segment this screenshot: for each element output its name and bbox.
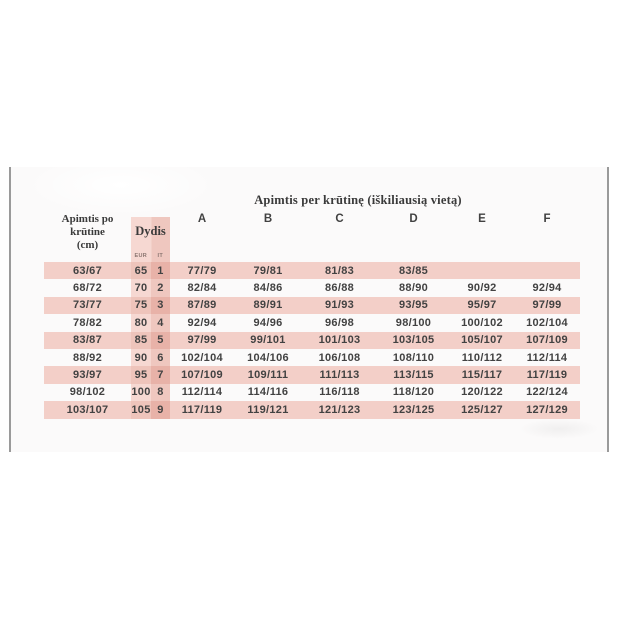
- cell-a: 112/114: [181, 386, 223, 399]
- table-body: [44, 262, 580, 419]
- cell-e: [450, 262, 514, 279]
- cell-d: 88/90: [399, 282, 429, 295]
- table-row: [44, 297, 580, 314]
- cell-c: 96/98: [325, 316, 355, 329]
- cell-it: 3: [151, 297, 170, 314]
- cell-underbust: 78/82: [72, 316, 103, 329]
- cell-f: 102/104: [526, 316, 568, 329]
- scanned-size-chart-page: [9, 167, 609, 452]
- cell-d: 118/120: [392, 386, 435, 399]
- cell-c: 111/113: [319, 369, 360, 382]
- cup-header-d: D: [409, 213, 418, 225]
- table-row: [44, 314, 580, 331]
- cell-underbust: 93/97: [72, 369, 103, 382]
- table-header-row: [44, 213, 580, 262]
- table-row: [44, 349, 580, 366]
- cell-d: 98/100: [395, 316, 432, 329]
- table-row: [44, 262, 580, 279]
- cell-e: 90/92: [467, 282, 497, 295]
- it-subheader: IT: [157, 253, 164, 259]
- cell-a: 82/84: [187, 282, 217, 295]
- cell-e: 95/97: [467, 299, 497, 312]
- cell-underbust: 88/92: [72, 351, 103, 364]
- cell-eur: 100: [131, 384, 151, 401]
- cell-b: 79/81: [253, 264, 283, 277]
- page-title: Apimtis per krūtinę (iškiliausią vietą): [254, 193, 462, 207]
- cell-it: 5: [151, 332, 170, 349]
- cell-f: 112/114: [526, 351, 568, 364]
- cup-header-b: B: [263, 213, 273, 225]
- cup-header-c: C: [335, 213, 344, 225]
- cup-header-a: A: [197, 213, 207, 225]
- bra-size-table: [44, 213, 580, 419]
- cell-underbust: 83/87: [72, 334, 103, 347]
- cell-it: 1: [151, 262, 170, 279]
- cell-e: 100/102: [461, 316, 503, 329]
- cell-b: 84/86: [253, 282, 283, 295]
- cell-f: 107/109: [526, 334, 568, 347]
- eur-subheader: EUR: [134, 253, 148, 259]
- cell-d: 123/125: [392, 403, 435, 416]
- cell-a: 107/109: [181, 369, 223, 382]
- cell-a: 97/99: [187, 334, 217, 347]
- table-row: [44, 366, 580, 383]
- cell-a: 102/104: [181, 351, 223, 364]
- table-row: [44, 279, 580, 296]
- cell-a: 117/119: [181, 403, 223, 416]
- cell-e: 105/107: [461, 334, 503, 347]
- cell-eur: 90: [131, 349, 151, 366]
- cup-header-f: F: [543, 213, 551, 225]
- cell-c: 106/108: [318, 351, 361, 364]
- size-subheader-row: [131, 253, 170, 262]
- cell-a: 77/79: [187, 264, 217, 277]
- cell-b: 94/96: [253, 316, 283, 329]
- cell-c: 81/83: [325, 264, 355, 277]
- underbust-header-line: krūtine: [70, 226, 105, 238]
- cell-eur: 65: [131, 262, 151, 279]
- cell-b: 104/106: [247, 351, 289, 364]
- cell-eur: 85: [131, 332, 151, 349]
- cell-eur: 75: [131, 297, 151, 314]
- cell-underbust: 103/107: [66, 403, 109, 416]
- cell-e: 125/127: [461, 403, 503, 416]
- cell-b: 119/121: [247, 403, 289, 416]
- cell-f: 92/94: [532, 282, 562, 295]
- underbust-column-header: [44, 213, 131, 262]
- table-row: [44, 384, 580, 401]
- cell-a: 92/94: [187, 316, 217, 329]
- cell-it: 6: [151, 349, 170, 366]
- cell-it: 9: [151, 401, 170, 418]
- cell-underbust: 73/77: [72, 299, 103, 312]
- cell-b: 109/111: [247, 369, 289, 382]
- cell-f: 97/99: [532, 299, 562, 312]
- cell-it: 8: [151, 384, 170, 401]
- size-header-box: [131, 217, 170, 262]
- cell-c: 86/88: [325, 282, 355, 295]
- underbust-header-line: (cm): [76, 239, 99, 251]
- cell-c: 91/93: [325, 299, 355, 312]
- cell-c: 121/123: [318, 403, 361, 416]
- cell-f: [514, 262, 580, 279]
- cell-b: 99/101: [250, 334, 286, 347]
- cell-d: 93/95: [399, 299, 429, 312]
- table-row: [44, 401, 580, 418]
- cell-f: 127/129: [526, 403, 568, 416]
- table-row: [44, 332, 580, 349]
- cell-f: 122/124: [526, 386, 568, 399]
- cell-c: 101/103: [318, 334, 361, 347]
- cell-d: 113/115: [393, 369, 434, 382]
- underbust-header-line: Apimtis po: [61, 213, 114, 225]
- cup-header-e: E: [478, 213, 486, 225]
- cell-eur: 70: [131, 279, 151, 296]
- cell-underbust: 63/67: [72, 264, 103, 277]
- cell-eur: 95: [131, 366, 151, 383]
- cell-d: 103/105: [392, 334, 435, 347]
- cell-eur: 80: [131, 314, 151, 331]
- cell-it: 2: [151, 279, 170, 296]
- cell-it: 7: [151, 366, 170, 383]
- cell-e: 110/112: [461, 351, 503, 364]
- cell-it: 4: [151, 314, 170, 331]
- cell-f: 117/119: [526, 369, 568, 382]
- size-header-label: Dydis: [135, 224, 166, 238]
- cell-eur: 105: [131, 401, 151, 418]
- cell-b: 89/91: [253, 299, 283, 312]
- cell-e: 115/117: [461, 369, 503, 382]
- cell-d: 83/85: [399, 264, 429, 277]
- cell-c: 116/118: [319, 386, 360, 399]
- cell-e: 120/122: [461, 386, 503, 399]
- cell-d: 108/110: [392, 351, 435, 364]
- cell-b: 114/116: [247, 386, 289, 399]
- cell-a: 87/89: [187, 299, 217, 312]
- cell-underbust: 98/102: [69, 386, 106, 399]
- cell-underbust: 68/72: [72, 282, 103, 295]
- size-column-header: [131, 213, 170, 262]
